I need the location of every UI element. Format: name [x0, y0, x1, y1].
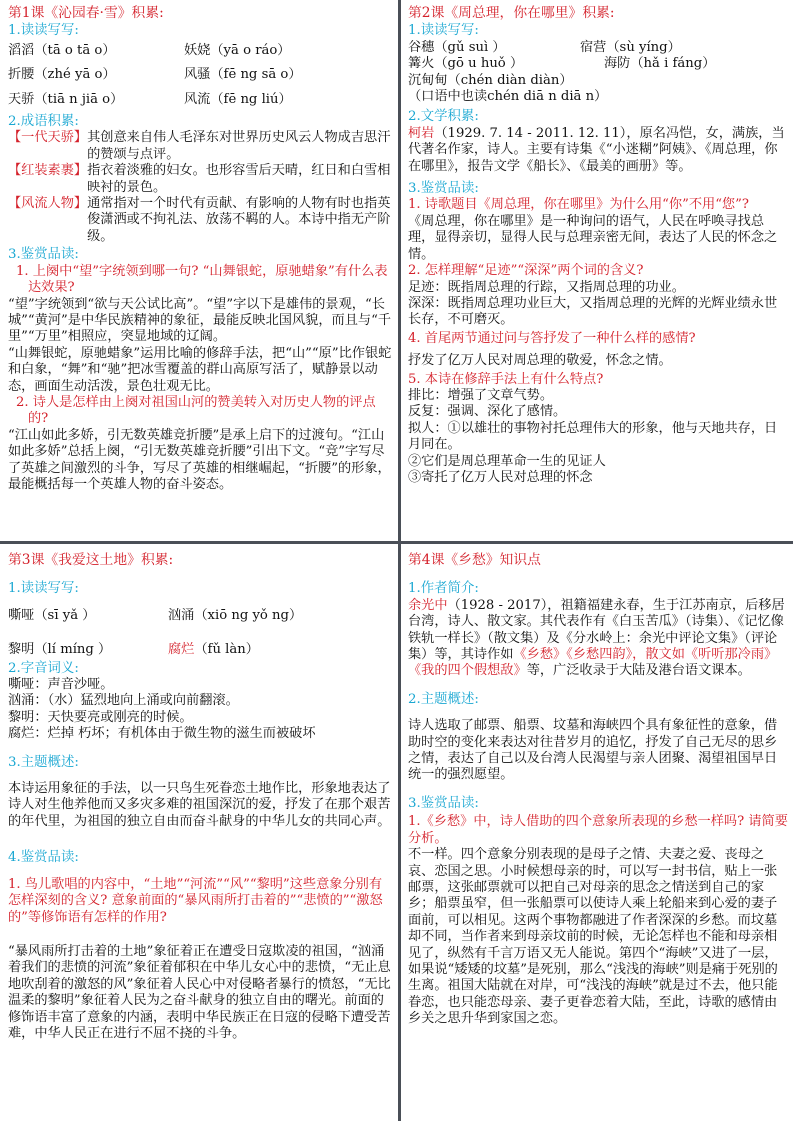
word-row	[8, 642, 394, 658]
lesson-2-section-2: 2.文学积累:	[408, 109, 479, 125]
word-item: 折腰（zhé yā o）	[8, 67, 116, 83]
question-4: 4. 首尾两节通过问与答抒发了一种什么样的感情?	[408, 330, 696, 346]
lesson-1-panel	[8, 5, 394, 539]
spacer	[8, 867, 394, 877]
word-item: 滔滔（tā o tā o）	[8, 42, 116, 58]
answer-2a: 足迹：既指周总理的行踪，又指周总理的功业。	[408, 279, 685, 295]
idiom-key: 【风流人物】	[8, 196, 88, 212]
definition-3: 黎明：天快要亮或刚亮的时候。	[8, 709, 193, 725]
word-row	[8, 608, 394, 624]
theme-summary: 诗人选取了邮票、船票、坟墓和海峡四个具有象征性的意象，借助时空的变化来表达对往昔岁月的追忆，抒发了自己无尽的思乡之情，表达了自己以及台湾人民渴望与亲人团聚、渴望祖国早日统一的强烈愿望。	[408, 718, 778, 783]
definition-2: 汹涌：（水）猛烈地向上涌或向前翻滚。	[8, 693, 239, 709]
word-item: 篝火（gō u huǒ ）	[408, 56, 524, 72]
word-note: （口语中也读chén diā n diā n）	[408, 89, 608, 105]
lesson-1-section-2: 2.成语积累:	[8, 114, 79, 130]
theme-summary: 本诗运用象征的手法，以一只鸟生死眷恋土地作比，形象地表达了诗人对生他养他而又多灾多难的祖国深沉的爱，抒发了在那个艰苦的年代里，为祖国的独立自由而奋斗献身的中华儿女的共同心声。	[8, 781, 391, 829]
idiom-entry	[8, 196, 394, 245]
word-item: 海防（hǎ i fáng）	[604, 56, 716, 72]
literature-note	[408, 126, 788, 175]
lesson-1-title: 第1课《沁园春·雪》积累:	[8, 5, 164, 21]
answer-2: “江山如此多娇，引无数英雄竞折腰”是承上启下的过渡句。“江山如此多娇”总括上阕，“引无数英雄竞折腰”引出下文。“竞”字写尽了英雄之间激烈的斗争，写尽了英雄的相继崛起，“折腰”的形象，最能概括每一个英雄人物的奋斗姿态。	[8, 427, 391, 492]
idiom-definition: 通常指对一个时代有贡献、有影响的人物有时也指英俊潇洒或不拘礼法、放荡不羁的人。本诗中指无产阶级。	[87, 196, 391, 244]
answer-1: 不一样。四个意象分别表现的是母子之情、夫妻之爱、丧母之哀、恋国之思。小时候想母亲的时，可以写一封书信，贴上一张邮票，这张邮票就可以把自己对母亲的思念之情送到自己的家乡；船票虽窄，但一张船票可以使诗人乘上轮船来到心爱的妻子面前，可以相见。这两个事物都融进了作者深深的乡愁。而坟墓却不同，当作者来到母亲坟前的时候，无论怎样也不能和母亲相见了，纵然有千言万语又无人能说。第四个“海峡”又进了一层，如果说“矮矮的坟墓”是死别，那么“浅浅的海峡”则是痛于死别的生离。祖国大陆就在对岸，可“浅浅的海峡”就是过不去，他只能眷恋，也只能恋母亲、妻子更眷恋着大陆，至此，诗歌的感情由乡关之思升华到家国之恋。	[408, 847, 778, 1027]
lesson-2-section-3: 3.鉴赏品读:	[408, 181, 479, 197]
word-item-highlight: 腐烂	[168, 642, 195, 658]
lesson-2-title: 第2课《周总理，你在哪里》积累:	[408, 5, 615, 21]
word-item: 黎明（lí míng ）	[8, 642, 112, 658]
author-intro	[408, 598, 788, 680]
question-2: 2. 诗人是怎样由上阕对祖国山河的赞美转入对历史人物的评点的?	[16, 394, 376, 427]
idiom-key: 【红装素裹】	[8, 163, 88, 179]
word-item: 沉甸甸（chén diàn diàn）	[408, 72, 573, 88]
lesson-1-section-1: 1.读读写写:	[8, 23, 79, 39]
vertical-divider	[398, 0, 401, 1121]
spacer	[408, 569, 788, 579]
spacer	[408, 680, 788, 690]
lesson-4-title: 第4课《乡愁》知识点	[408, 552, 541, 568]
lesson-4-panel	[408, 548, 788, 1118]
word-row	[408, 40, 788, 56]
spacer	[8, 926, 394, 944]
author-works: 《乡愁》《乡愁四韵》，散文如《听听那冷雨》《我的四个假想敌》	[408, 647, 778, 679]
lesson-3-section-1: 1.读读写写:	[8, 581, 79, 597]
spacer	[8, 598, 394, 608]
lesson-1-word-list	[8, 43, 394, 108]
answer-5b: 反复：强调、深化了感情。	[408, 404, 567, 420]
spacer	[8, 624, 394, 642]
word-item: 谷穗（gǔ suì ）	[408, 39, 506, 55]
author-bio-end: 等，广泛收录于大陆及港台语文课本。	[526, 663, 751, 679]
lesson-3-section-2: 2.字音词义:	[8, 660, 79, 676]
spacer	[8, 830, 394, 848]
spacer	[8, 771, 394, 781]
answer-1: “暴风雨所打击着的土地”象征着正在遭受日寇欺凌的祖国，“汹涌着我们的悲愤的河流”象征着郁积在中华儿女心中的悲愤，“无止息地吹刮着的激怒的风”象征着人民心中对侵略者暴行的愤怒，“无比温柔的黎明”象征着人民为之奋斗献身的独立自由的曙光。前面的修饰语丰富了意象的内涵，表明中华民族正在日寇的侵略下遭受苦难，中华人民正在进行不屈不挠的斗争。	[8, 943, 391, 1041]
word-item: 天骄（tiā n jiā o）	[8, 91, 124, 107]
spacer	[408, 784, 788, 794]
lesson-2-panel	[408, 5, 788, 539]
word-row	[408, 56, 788, 72]
question-1: 1. 上阕中“望”字统领到哪一句? “山舞银蛇，原驰蜡象”有什么表达效果?	[16, 263, 388, 296]
question-2: 2. 怎样理解“足迹”“深深”两个词的含义?	[408, 263, 644, 279]
lesson-2-section-1: 1.读读写写:	[408, 23, 479, 39]
lesson-4-section-3: 3.鉴赏品读:	[408, 795, 479, 811]
question-1: 1. 诗歌题目《周总理，你在哪里》为什么用“你”不用“您”?	[408, 197, 749, 213]
answer-4: 抒发了亿万人民对周总理的敬爱，怀念之情。	[408, 353, 672, 369]
word-item: 妖娆（yā o ráo）	[184, 42, 291, 58]
horizontal-divider	[0, 541, 793, 544]
idiom-key: 【一代天骄】	[8, 130, 88, 146]
question-1: 1.《乡愁》中，诗人借助的四个意象所表现的乡愁一样吗? 请简要分析。	[408, 814, 788, 846]
answer-5d: ②它们是周总理革命一生的见证人	[408, 453, 606, 469]
answer-5e: ③寄托了亿万人民对总理的怀念	[408, 469, 593, 485]
word-pinyin: （fǔ làn）	[194, 642, 259, 658]
lesson-3-panel	[8, 548, 394, 1118]
answer-1-continued: “山舞银蛇，原驰蜡象”运用比喻的修辞手法，把“山”“原”比作银蛇和白象，“舞”和“驰”把冰雪覆盖的群山高原写活了，赋静景以动态，画面生动活泼，景色壮观无比。	[8, 345, 392, 394]
definition-4: 腐烂：烂掉 朽坏；有机体由于微生物的滋生而被破坏	[8, 726, 316, 742]
word-item: 风流（fē ng liú）	[184, 91, 292, 107]
answer-5c: 拟人：①以雄壮的事物衬托总理伟大的形象，他与天地共存，日月同在。	[408, 420, 778, 453]
answer-2b: 深深：既指周总理功业巨大，又指周总理的光辉的光辉业绩永世长存，不可磨灭。	[408, 295, 778, 328]
author-name: 余光中	[408, 597, 448, 613]
author-bio: （1929. 7. 14 - 2011. 12. 11），原名冯恺，女，满族，当代著名作家，诗人。主要有诗集《“小迷糊”阿姨》、《周总理，你在哪里》，报告文学《船长》、《最美的画册》等。	[408, 125, 785, 174]
answer-1: “望”字统领到“欲与天公试比高”。“望”字以下是雄伟的景观，“长城”“黄河”是中华民族精神的象征，最能反映北国风貌，而且与“千里”“万里”相照应，突显地域的辽阔。	[8, 296, 392, 345]
spacer	[8, 569, 394, 579]
author-name: 柯岩	[408, 125, 435, 141]
lesson-3-section-3: 3.主题概述:	[8, 754, 79, 770]
lesson-3-title: 第3课《我爱这土地》积累:	[8, 552, 174, 568]
idiom-definition: 指衣着淡雅的妇女。也形容雪后天晴，红日和白雪相映衬的景色。	[87, 163, 391, 195]
lesson-3-section-4: 4.鉴赏品读:	[8, 850, 79, 866]
lesson-1-section-3: 3.鉴赏品读:	[8, 247, 79, 263]
lesson-4-section-1: 1.作者简介:	[408, 581, 479, 597]
answer-5a: 排比：增强了文章气势。	[408, 387, 554, 403]
answer-1: 《周总理，你在哪里》是一种询问的语气，人民在呼唤寻找总理，显得亲切，显得人民与总理亲密无间，表达了人民的怀念之情。	[408, 213, 778, 262]
spacer	[408, 708, 788, 718]
word-item: 宿营（sù yíng）	[580, 39, 681, 55]
word-item: 风骚（fē ng sā o）	[184, 67, 302, 83]
author-bio: （1928 - 2017），祖籍福建永春，生于江苏南京，后移居台湾，诗人、散文家。其代表作有《白玉苦瓜》（诗集）、《记忆像铁轨一样长》（散文集）及《分水岭上：余光中评论文集》（评论集）等，其诗作如	[408, 597, 785, 663]
definition-1: 嘶哑：声音沙哑。	[8, 677, 114, 693]
lesson-4-section-2: 2.主题概述:	[408, 691, 479, 707]
question-5: 5. 本诗在修辞手法上有什么特点?	[408, 371, 604, 387]
spacer	[8, 743, 394, 753]
idiom-entry	[8, 130, 394, 163]
idiom-entry	[8, 163, 394, 196]
question-1: 1. 鸟儿歌唱的内容中，“土地”“河流”“风”“黎明”这些意象分别有怎样深刻的含义? 意象前面的“暴风雨所打击着的”“悲愤的”“激怒的”等修饰语有怎样的作用?	[8, 876, 383, 925]
idiom-definition: 其创意来自伟人毛泽东对世界历史风云人物成吉思汗的赞颂与点评。	[87, 130, 391, 162]
word-item: 嘶哑（sī yǎ ）	[8, 607, 96, 623]
word-item: 汹涌（xiō ng yǒ ng）	[168, 607, 303, 623]
